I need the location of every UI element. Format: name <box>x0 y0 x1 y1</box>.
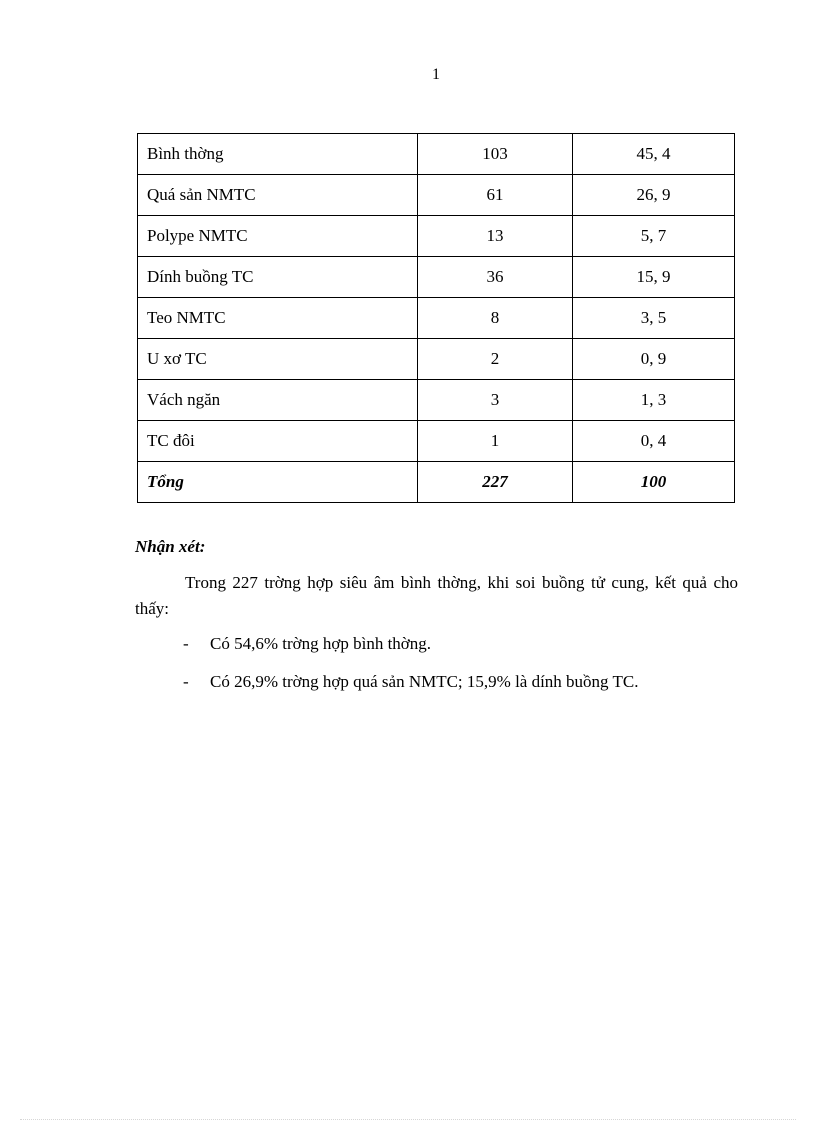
bullet-item <box>183 672 638 692</box>
row-label: Polype NMTC <box>138 216 418 257</box>
row-label: Quá sản NMTC <box>138 175 418 216</box>
table-row <box>138 134 735 175</box>
row-label: Bình thờng <box>138 134 418 175</box>
row-percent: 15, 9 <box>573 257 735 298</box>
total-count: 227 <box>418 462 573 503</box>
bullet-text: Có 26,9% trờng hợp quá sản NMTC; 15,9% là dính buồng TC. <box>210 672 639 691</box>
table-row <box>138 380 735 421</box>
results-table-body <box>138 134 735 503</box>
row-label: Vách ngăn <box>138 380 418 421</box>
row-label: U xơ TC <box>138 339 418 380</box>
row-percent: 0, 9 <box>573 339 735 380</box>
page-number: 1 <box>432 66 440 83</box>
table-row <box>138 298 735 339</box>
total-percent: 100 <box>573 462 735 503</box>
row-count: 103 <box>418 134 573 175</box>
row-percent: 45, 4 <box>573 134 735 175</box>
row-count: 13 <box>418 216 573 257</box>
remarks-paragraph: Trong 227 trờng hợp siêu âm bình thờng, khi soi buồng tử cung, kết quả cho thấy: <box>135 573 738 618</box>
results-table <box>137 133 735 503</box>
bullet-dash: - <box>183 634 189 653</box>
row-label: Dính buồng TC <box>138 257 418 298</box>
row-label: TC đôi <box>138 421 418 462</box>
total-label: Tổng <box>138 462 418 503</box>
row-count: 3 <box>418 380 573 421</box>
table-row <box>138 339 735 380</box>
table-row <box>138 216 735 257</box>
row-count: 1 <box>418 421 573 462</box>
row-percent: 3, 5 <box>573 298 735 339</box>
table-row <box>138 175 735 216</box>
table-row <box>138 421 735 462</box>
bullet-text: Có 54,6% trờng hợp bình thờng. <box>210 634 432 653</box>
row-count: 8 <box>418 298 573 339</box>
row-count: 36 <box>418 257 573 298</box>
bullet-dash: - <box>183 672 189 691</box>
remarks-heading: Nhận xét: <box>135 537 206 556</box>
table-row <box>138 257 735 298</box>
row-percent: 26, 9 <box>573 175 735 216</box>
page-bottom-rule <box>20 1119 796 1120</box>
row-percent: 0, 4 <box>573 421 735 462</box>
bullet-item <box>183 634 431 654</box>
table-total-row <box>138 462 735 503</box>
row-count: 2 <box>418 339 573 380</box>
row-percent: 5, 7 <box>573 216 735 257</box>
row-label: Teo NMTC <box>138 298 418 339</box>
row-percent: 1, 3 <box>573 380 735 421</box>
row-count: 61 <box>418 175 573 216</box>
